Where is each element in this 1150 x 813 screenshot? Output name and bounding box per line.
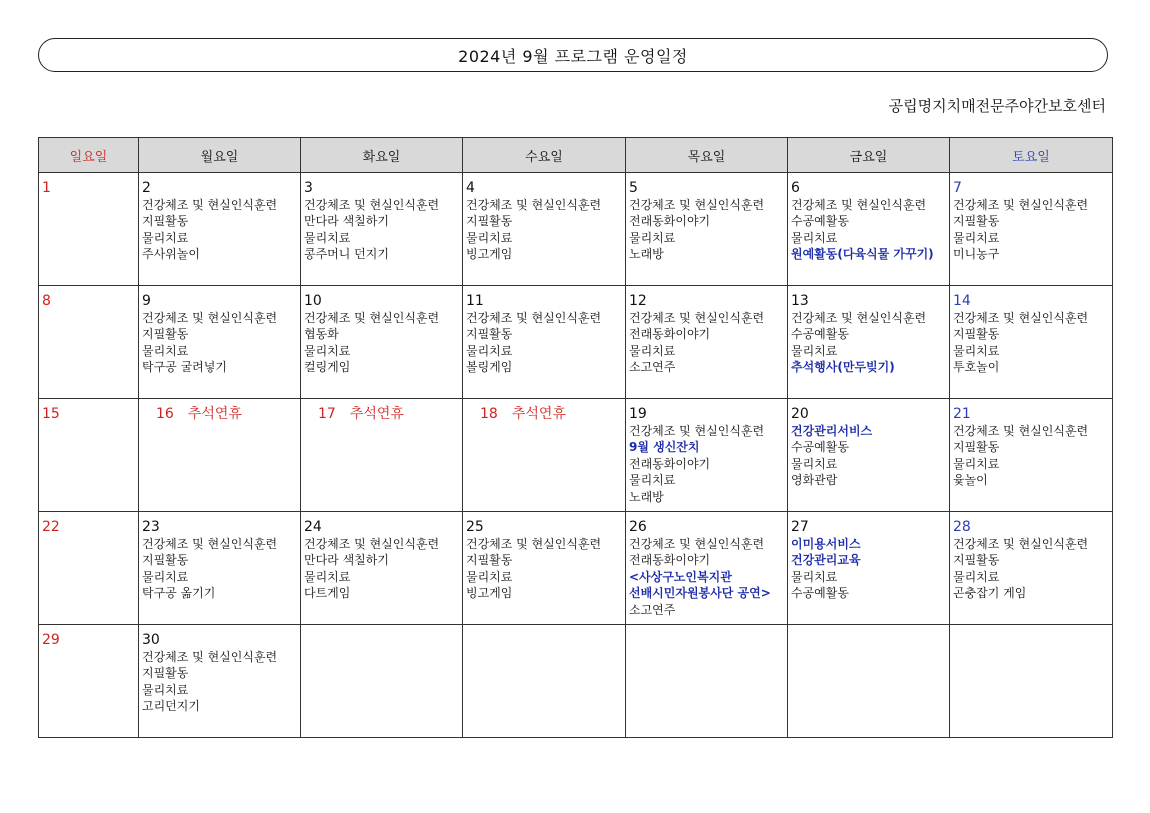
program-item: 지필활동 [466,214,513,229]
program-item: 건강체조 및 현실인식훈련 [142,537,278,551]
day-cell [39,173,139,286]
program-item: 협동화 [304,327,339,342]
program-item: 수공예활동 [791,214,849,229]
day-cell [39,512,139,625]
day-number: 25 [466,519,484,535]
program-item: 물리치료 [466,569,513,584]
special-event-item: 이미용서비스 [791,537,861,551]
program-item: 지필활동 [466,327,513,342]
program-item: 지필활동 [142,553,189,568]
program-item: 건강체조 및 현실인식훈련 [953,311,1089,325]
program-item: 건강체조 및 현실인식훈련 [953,198,1089,212]
program-item: 물리치료 [791,230,838,245]
program-item: 고리던지기 [142,699,200,714]
program-item: 빙고게임 [466,586,513,601]
day-number: 20 [791,406,809,422]
week-row [39,399,1113,512]
program-item: 건강체조 및 현실인식훈련 [466,311,602,325]
holiday-text: 추석연휴 [187,406,242,422]
day-cell [626,173,788,286]
program-item: 물리치료 [304,343,351,358]
program-item: 지필활동 [953,214,1000,229]
holiday-label [466,406,625,423]
program-item: 건강체조 및 현실인식훈련 [142,198,278,212]
program-item: 지필활동 [142,327,189,342]
day-number: 28 [953,519,971,535]
program-item: 건강체조 및 현실인식훈련 [466,198,602,212]
program-item: 물리치료 [953,343,1000,358]
day-cell [139,173,301,286]
holiday-label [142,406,300,423]
day-number: 3 [304,180,313,196]
day-cell [39,625,139,738]
weekday-header-row [39,138,1113,173]
day-cell [301,399,463,512]
program-item: 물리치료 [304,230,351,245]
day-cell [950,173,1113,286]
day-cell [626,399,788,512]
day-cell [950,286,1113,399]
program-item: 소고연주 [629,360,676,375]
program-item: 건강체조 및 현실인식훈련 [466,537,602,551]
day-cell [626,512,788,625]
program-item: 탁구공 굴려넣기 [142,360,227,375]
day-cell [463,512,626,625]
day-cell [39,399,139,512]
day-cell [301,625,463,738]
day-cell [788,399,950,512]
day-number: 21 [953,406,971,422]
program-item: 건강체조 및 현실인식훈련 [629,311,765,325]
program-item: 노래방 [629,489,664,504]
program-item: 물리치료 [953,569,1000,584]
program-item: 전래동화이야기 [629,214,711,229]
special-event-item: 건강관리서비스 [791,424,873,438]
day-number: 16 [156,406,174,422]
week-row [39,512,1113,625]
program-item: 물리치료 [142,343,189,358]
day-number: 29 [42,632,60,648]
day-number: 18 [480,406,498,422]
program-item: 건강체조 및 현실인식훈련 [953,424,1089,438]
day-cell [950,625,1113,738]
day-number: 12 [629,293,647,309]
program-item: 볼링게임 [466,360,513,375]
special-event-item: 원예활동(다육식물 가꾸기) [791,247,934,262]
program-item: 물리치료 [629,343,676,358]
program-item: 물리치료 [466,230,513,245]
organization-name: 공립명지치매전문주야간보호센터 [888,97,1106,115]
program-item: 주사위놀이 [142,247,200,262]
program-item: 곤충잡기 게임 [953,586,1027,601]
day-cell [626,625,788,738]
program-item: 만다라 색칠하기 [304,553,389,568]
weekday-header-wednesday: 수요일 [463,138,626,173]
day-number: 10 [304,293,322,309]
day-number: 13 [791,293,809,309]
program-item: 건강체조 및 현실인식훈련 [142,650,278,664]
special-event-item: 9월 생신잔치 [629,440,700,455]
special-event-item: 선배시민자원봉사단 공연> [629,586,771,601]
week-row [39,625,1113,738]
day-cell [301,512,463,625]
day-cell [301,286,463,399]
week-row [39,173,1113,286]
day-number: 4 [466,180,475,196]
program-item: 물리치료 [791,569,838,584]
day-number: 26 [629,519,647,535]
day-cell [463,173,626,286]
program-item: 전래동화이야기 [629,553,711,568]
program-item: 윷놀이 [953,473,988,488]
day-cell [139,625,301,738]
day-number: 1 [42,180,51,196]
program-item: 물리치료 [142,569,189,584]
program-item: 지필활동 [466,553,513,568]
day-number: 17 [318,406,336,422]
day-number: 2 [142,180,151,196]
day-number: 7 [953,180,962,196]
program-item: 영화관람 [791,473,838,488]
day-number: 30 [142,632,160,648]
program-item: 건강체조 및 현실인식훈련 [953,537,1089,551]
holiday-label [304,406,462,423]
day-number: 6 [791,180,800,196]
program-item: 노래방 [629,247,664,262]
program-item: 탁구공 옮기기 [142,586,216,601]
day-number: 9 [142,293,151,309]
program-item: 건강체조 및 현실인식훈련 [629,198,765,212]
day-number: 23 [142,519,160,535]
program-item: 건강체조 및 현실인식훈련 [304,537,440,551]
program-item: 수공예활동 [791,440,849,455]
program-item: 지필활동 [953,327,1000,342]
program-item: 건강체조 및 현실인식훈련 [304,311,440,325]
program-item: 지필활동 [953,440,1000,455]
program-item: 수공예활동 [791,586,849,601]
program-item: 투호놀이 [953,360,1000,375]
day-number: 8 [42,293,51,309]
program-item: 건강체조 및 현실인식훈련 [629,537,765,551]
program-item: 물리치료 [791,456,838,471]
day-number: 22 [42,519,60,535]
day-cell [39,286,139,399]
program-item: 지필활동 [953,553,1000,568]
program-item: 건강체조 및 현실인식훈련 [791,311,927,325]
program-item: 건강체조 및 현실인식훈련 [791,198,927,212]
day-number: 11 [466,293,484,309]
day-number: 19 [629,406,647,422]
week-row [39,286,1113,399]
weekday-header-monday: 월요일 [139,138,301,173]
holiday-text: 추석연휴 [349,406,404,422]
page-title: 2024년 9월 프로그램 운영일정 [38,38,1108,72]
program-item: 건강체조 및 현실인식훈련 [629,424,765,438]
program-item: 물리치료 [791,343,838,358]
program-item: 물리치료 [304,569,351,584]
special-event-item: 추석행사(만두빚기) [791,360,895,375]
weekday-header-friday: 금요일 [788,138,950,173]
holiday-text: 추석연휴 [511,406,566,422]
day-cell [463,625,626,738]
special-event-item: 건강관리교육 [791,553,861,568]
day-cell [301,173,463,286]
day-cell [788,625,950,738]
weekday-header-saturday: 토요일 [950,138,1113,173]
day-number: 27 [791,519,809,535]
program-item: 물리치료 [142,682,189,697]
calendar-table [38,137,1113,738]
program-item: 지필활동 [142,666,189,681]
program-item: 컬링게임 [304,360,351,375]
weekday-header-thursday: 목요일 [626,138,788,173]
program-item: 물리치료 [142,230,189,245]
weekday-header-tuesday: 화요일 [301,138,463,173]
day-number: 14 [953,293,971,309]
day-cell [950,512,1113,625]
day-cell [626,286,788,399]
program-item: 빙고게임 [466,247,513,262]
special-event-item: <사상구노인복지관 [629,569,732,584]
program-item: 다트게임 [304,586,351,601]
program-item: 콩주머니 던지기 [304,247,389,262]
program-item: 수공예활동 [791,327,849,342]
day-cell [463,286,626,399]
calendar-body [39,173,1113,738]
program-item: 미니농구 [953,247,1000,262]
day-cell [463,399,626,512]
day-cell [139,286,301,399]
program-item: 지필활동 [142,214,189,229]
day-cell [788,512,950,625]
weekday-header-sunday: 일요일 [39,138,139,173]
day-cell [139,512,301,625]
program-item: 물리치료 [629,473,676,488]
day-number: 15 [42,406,60,422]
program-item: 전래동화이야기 [629,327,711,342]
program-item: 전래동화이야기 [629,456,711,471]
day-cell [139,399,301,512]
program-item: 물리치료 [466,343,513,358]
program-item: 건강체조 및 현실인식훈련 [304,198,440,212]
program-item: 건강체조 및 현실인식훈련 [142,311,278,325]
day-cell [950,399,1113,512]
program-item: 물리치료 [953,456,1000,471]
day-number: 24 [304,519,322,535]
program-item: 소고연주 [629,602,676,617]
program-item: 물리치료 [629,230,676,245]
day-number: 5 [629,180,638,196]
program-item: 만다라 색칠하기 [304,214,389,229]
day-cell [788,286,950,399]
program-item: 물리치료 [953,230,1000,245]
day-cell [788,173,950,286]
